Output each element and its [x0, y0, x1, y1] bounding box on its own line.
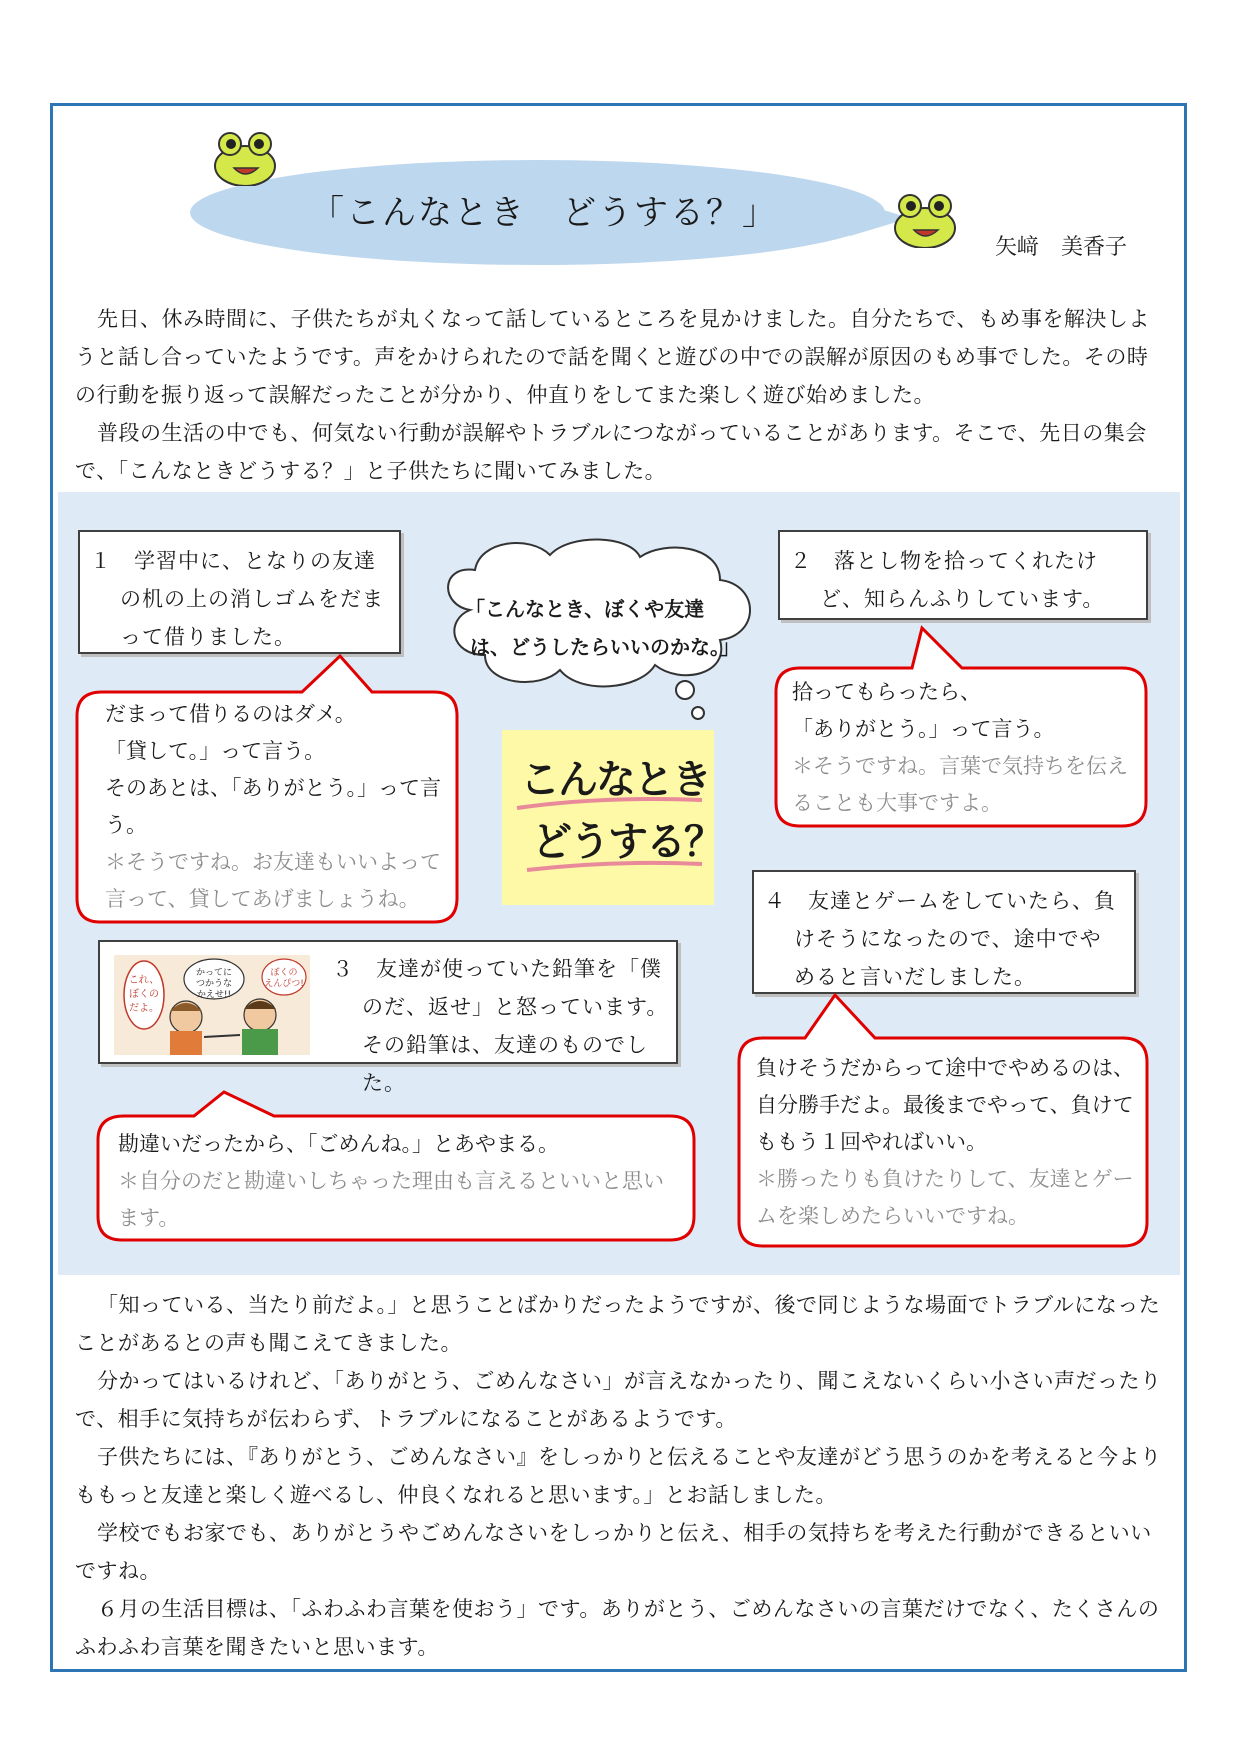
answer-note: ＊勝ったりも負けたりして、友達とゲームを楽しめたらいいですね。	[756, 1167, 1134, 1228]
intro-paragraph: 先日、休み時間に、子供たちが丸くなって話しているところを見かけました。自分たちで、もめ事を解決しようと話し合っていたようです。声をかけられたので話を聞くと遊びの中での誤解が原因のもめ事でした。その時の行動を振り返って誤解だったことが分かり、仲直りをしてまた楽しく遊び始めました。	[75, 307, 1150, 407]
svg-text:かえせ!!: かえせ!!	[196, 990, 232, 1000]
pencil-argument-illustration	[114, 955, 310, 1055]
author-name: 矢﨑 美香子	[995, 235, 1128, 260]
closing-paragraph: 学校でもお家でも、ありがとうやごめんなさいをしっかりと伝え、相手の気持ちを考えた行動ができるといいですね。	[75, 1521, 1152, 1583]
sticky-underline	[502, 730, 714, 905]
svg-text:つかうな: つかうな	[195, 979, 233, 989]
scenario-question-2: ２ 落とし物を拾ってくれたけど、知らんふりしています。	[778, 530, 1148, 620]
svg-text:えんぴつ!: えんぴつ!	[264, 979, 304, 989]
closing-paragraph: 「知っている、当たり前だよ。」と思うことばかりだったようですが、後で同じような場面でトラブルになったことがあるとの声も聞こえてきました。	[75, 1293, 1161, 1355]
closing-paragraph: 子供たちには、『ありがとう、ごめんなさい』をしっかりと伝えることや友達がどう思うのかを考えると今よりももっと友達と楽しく遊べるし、仲良くなれると思います。」とお話しました。	[75, 1445, 1162, 1507]
answer-line: だまって借りるのはダメ。	[105, 702, 356, 726]
thought-bubble-line-2: は、どうしたらいいのかな。」	[470, 635, 740, 659]
answer-note: ＊そうですね。お友達もいいよって言って、貸してあげましょうね。	[105, 850, 441, 911]
scenario-question-4: ４ 友達とゲームをしていたら、負けそうになったので、途中でやめると言いだしました。	[752, 870, 1136, 994]
frog-icon	[212, 130, 278, 186]
answer-text-4	[756, 1050, 1141, 1235]
answer-text-1	[105, 696, 455, 918]
svg-text:ぼくの: ぼくの	[270, 968, 298, 978]
scenario-question-3: ３ 友達が使っていた鉛筆を「僕のだ、返せ」と怒っています。その鉛筆は、友達のものでした。	[332, 957, 669, 1095]
answer-text-3	[118, 1126, 678, 1237]
sticky-note-line-2: どうする？	[532, 819, 722, 865]
answer-line: 負けそうだからって途中でやめるのは、自分勝手だよ。最後までやって、負けてももう１回やればいい。	[756, 1056, 1134, 1154]
sticky-note-line-1: こんなとき	[520, 757, 710, 803]
answer-text-2	[792, 674, 1142, 822]
answer-line: 拾ってもらったら、	[792, 680, 981, 704]
closing-paragraph: 分かってはいるけれど、「ありがとう、ごめんなさい」が言えなかったり、聞こえないくらい小さい声だったりで、相手に気持ちが伝わらず、トラブルになることがあるようです。	[75, 1369, 1162, 1431]
svg-text:ぼくの: ぼくの	[129, 989, 159, 1000]
scenario-question-1: １ 学習中に、となりの友達の机の上の消しゴムをだまって借りました。	[78, 530, 401, 654]
answer-note: ＊自分のだと勘違いしちゃった理由も言えるといいと思います。	[118, 1169, 664, 1230]
closing-paragraph: ６月の生活目標は、「ふわふわ言葉を使おう」です。ありがとう、ごめんなさいの言葉だけでなく、たくさんのふわふわ言葉を聞きたいと思います。	[75, 1597, 1160, 1659]
answer-line: 「貸して。」って言う。	[105, 739, 326, 763]
svg-text:これ、: これ、	[128, 975, 160, 986]
svg-text:かってに: かってに	[195, 968, 233, 978]
answer-note: ＊そうですね。言葉で気持ちを伝えることも大事ですよ。	[792, 754, 1128, 815]
sticky-note	[502, 730, 722, 905]
page-title: 「こんなとき どうする？」	[310, 193, 778, 233]
answer-line: 勘違いだったから、「ごめんね。」とあやまる。	[118, 1132, 559, 1156]
frog-icon	[892, 192, 958, 248]
intro-paragraph: 普段の生活の中でも、何気ない行動が誤解やトラブルにつながっていることがあります。そこで、先日の集会で、「こんなときどうする？」と子供たちに聞いてみました。	[75, 421, 1147, 483]
answer-line: 「ありがとう。」って言う。	[792, 717, 1055, 741]
svg-text:だよ。: だよ。	[129, 1003, 159, 1014]
answer-line: そのあとは、「ありがとう。」って言う。	[105, 776, 441, 837]
thought-bubble-line-1: 「こんなとき、ぼくや友達	[465, 597, 705, 621]
